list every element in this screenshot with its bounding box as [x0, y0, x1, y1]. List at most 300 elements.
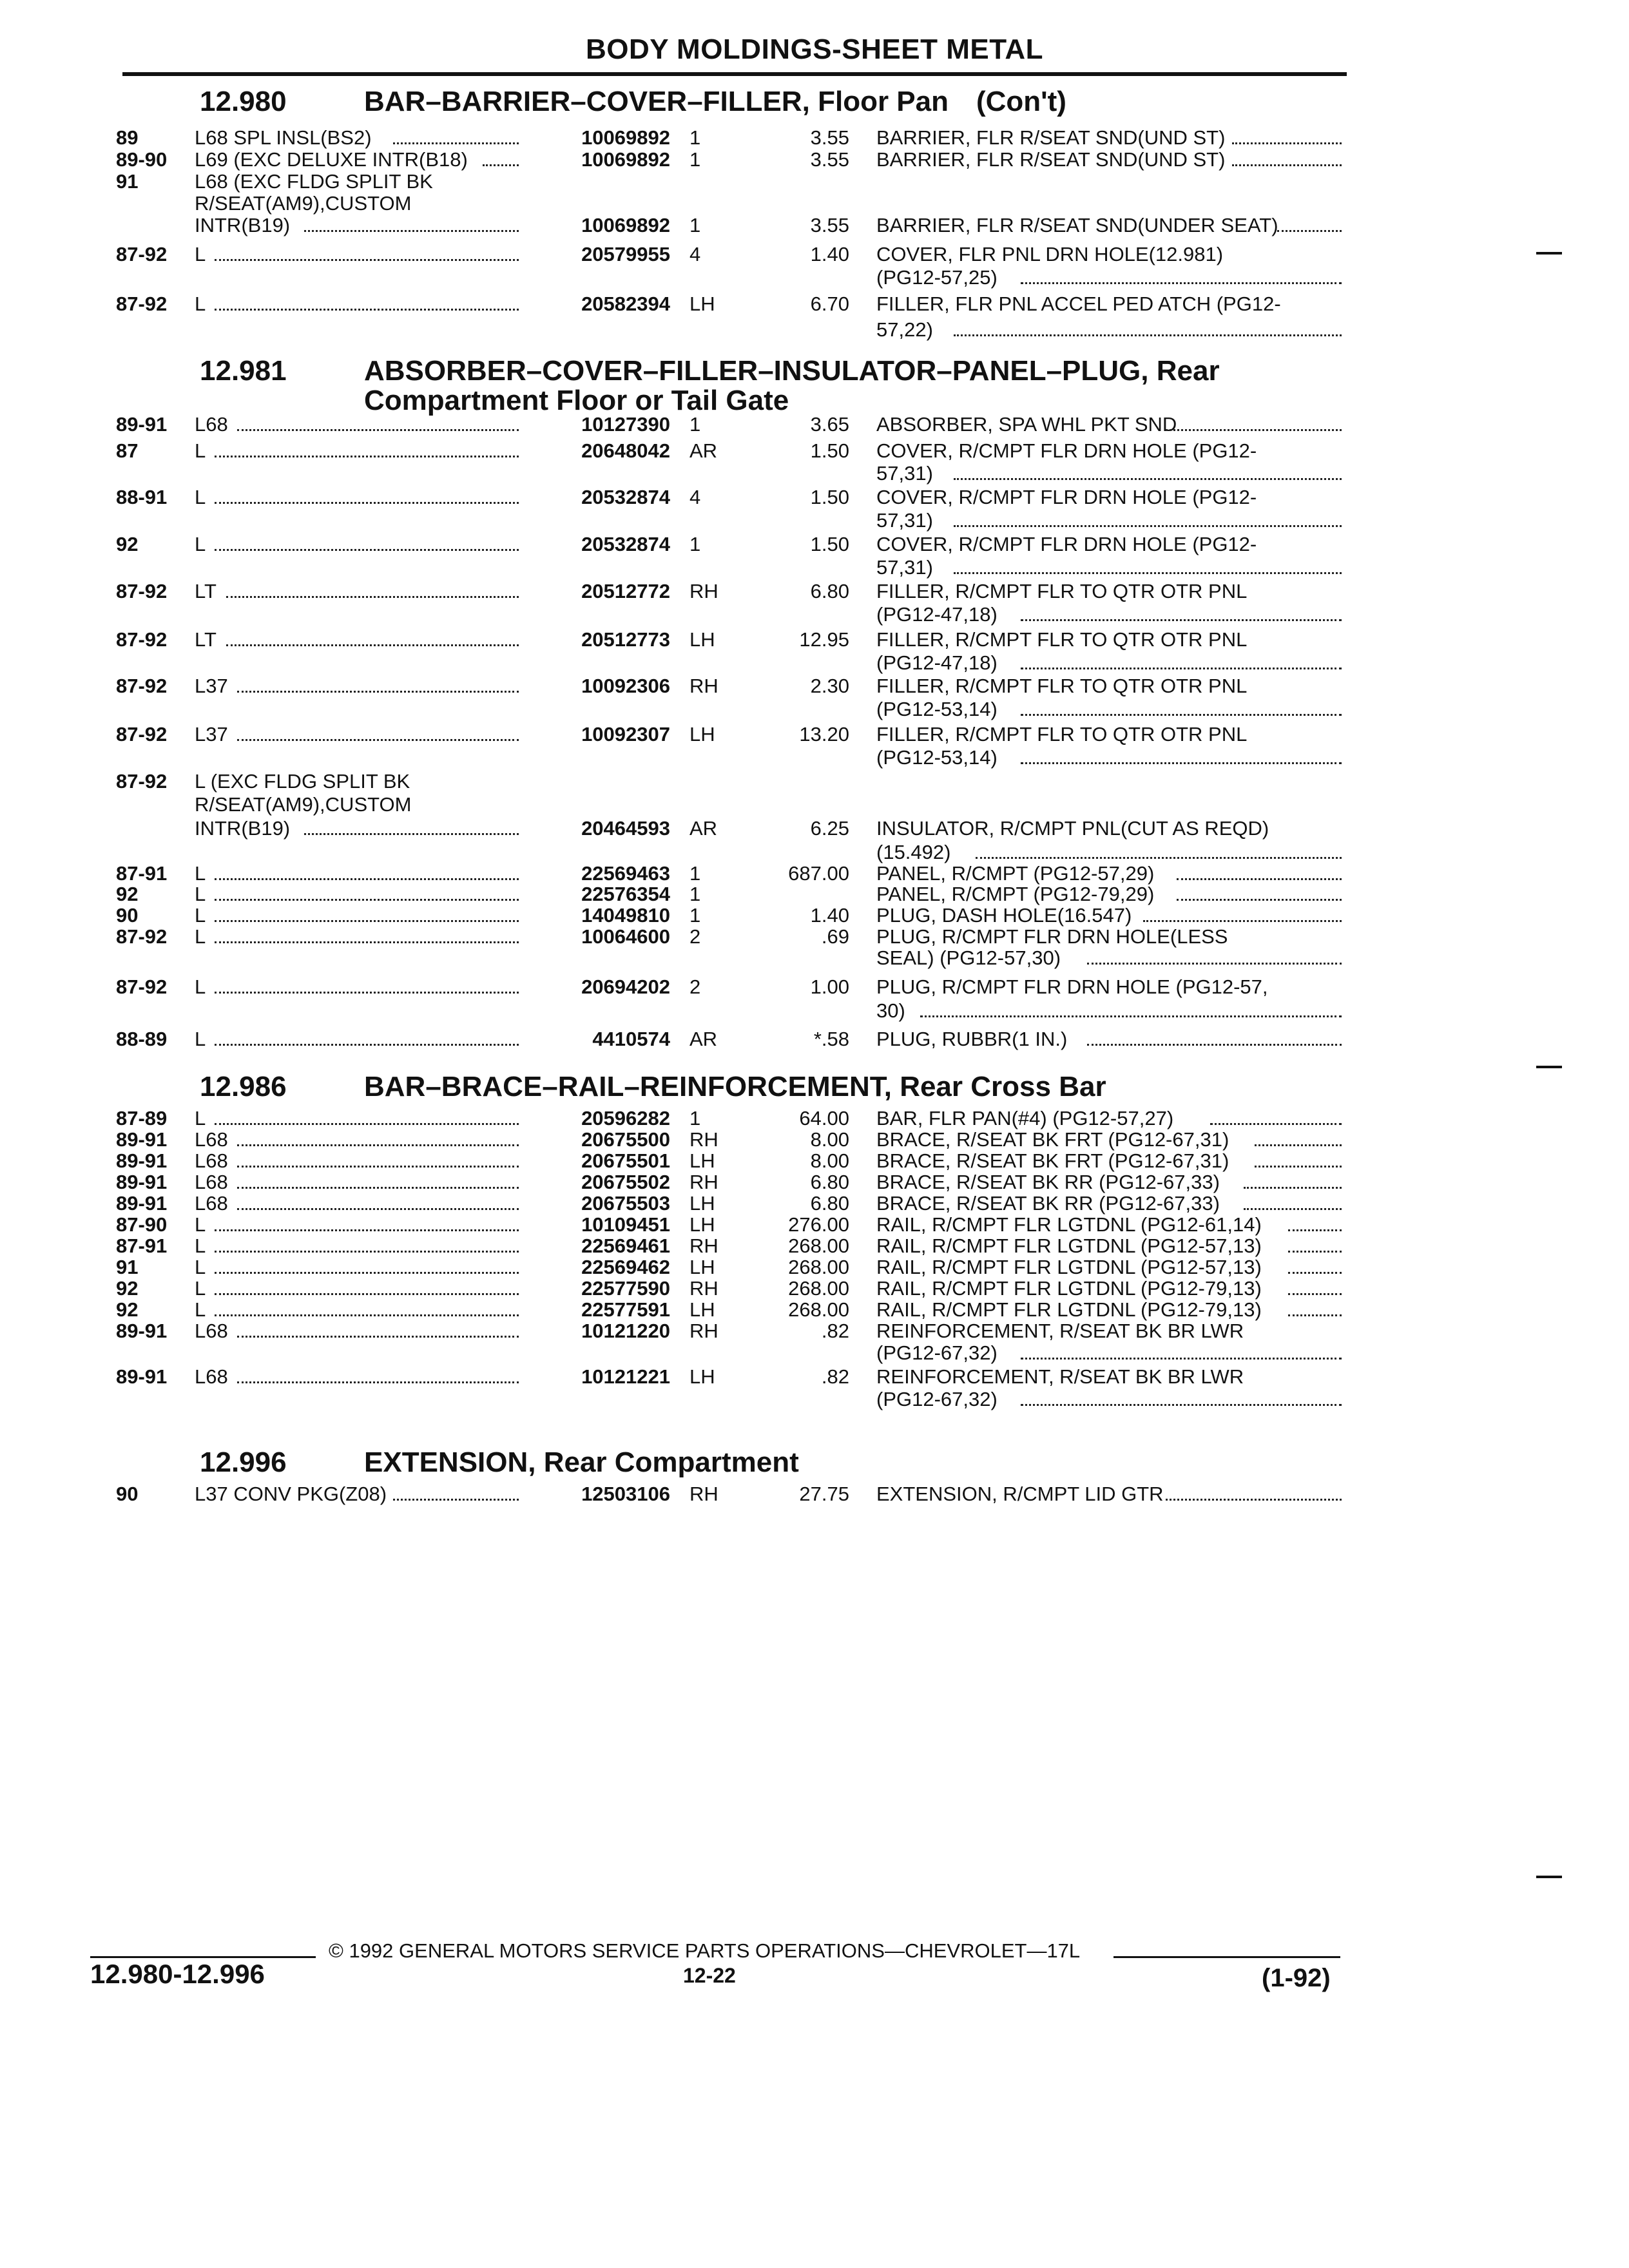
leader-dots — [304, 230, 519, 232]
price: 6.25 — [810, 817, 849, 840]
quantity: 1 — [689, 533, 701, 555]
quantity: 1 — [689, 413, 701, 436]
application: L37 CONV PKG(Z08) — [195, 1483, 387, 1505]
table-row — [0, 1366, 1629, 1388]
application: L — [195, 1213, 206, 1236]
leader-dots — [1288, 1314, 1342, 1316]
part-number: 22577591 — [581, 1298, 670, 1321]
application: L69 (EXC DELUXE INTR(B18) — [195, 148, 468, 171]
application: L — [195, 1028, 206, 1050]
price: 1.40 — [810, 243, 849, 265]
quantity: 1 — [689, 904, 701, 927]
description: PANEL, R/CMPT (PG12-79,29) — [876, 883, 1155, 905]
leader-dots — [237, 691, 519, 693]
leader-dots — [237, 1381, 519, 1383]
table-row — [0, 863, 1629, 885]
table-row — [0, 976, 1629, 998]
part-number: 10069892 — [581, 214, 670, 236]
header-rule — [122, 72, 1347, 76]
footer-section-range: 12.980-12.996 — [90, 1959, 265, 1989]
leader-dots — [215, 259, 519, 261]
description: (PG12-53,14) — [876, 698, 998, 720]
leader-dots — [1288, 1293, 1342, 1295]
model-years: 87-92 — [116, 580, 168, 602]
part-number: 20532874 — [581, 533, 670, 555]
application: L68 — [195, 413, 228, 436]
price: *.58 — [813, 1028, 849, 1050]
model-years: 89-91 — [116, 1365, 168, 1388]
application: L68 — [195, 1192, 228, 1215]
description: COVER, R/CMPT FLR DRN HOLE (PG12- — [876, 486, 1257, 508]
part-number: 20596282 — [581, 1107, 670, 1129]
table-row — [0, 463, 1629, 485]
model-years: 92 — [116, 1277, 139, 1300]
leader-dots — [215, 1229, 519, 1231]
table-row — [0, 1171, 1629, 1193]
section-title: BAR–BRACE–RAIL–REINFORCEMENT, Rear Cross Bar — [364, 1071, 1106, 1102]
table-row — [0, 629, 1629, 651]
part-number: 20675503 — [581, 1192, 670, 1215]
leader-dots — [1244, 1208, 1342, 1210]
application: LT — [195, 580, 217, 602]
leader-dots — [237, 1187, 519, 1189]
description: PLUG, DASH HOLE(16.547) — [876, 904, 1132, 927]
price: .69 — [821, 925, 849, 948]
margin-tick — [1536, 252, 1562, 255]
quantity: 2 — [689, 975, 701, 998]
section-number: 12.980 — [200, 86, 287, 117]
leader-dots — [215, 502, 519, 504]
footer-rule-right — [1113, 1956, 1340, 1958]
leader-dots — [1177, 878, 1342, 880]
part-number: 10069892 — [581, 126, 670, 149]
leader-dots — [1166, 429, 1342, 431]
part-number: 14049810 — [581, 904, 670, 927]
description: (PG12-47,18) — [876, 603, 998, 626]
description: (PG12-57,25) — [876, 266, 998, 289]
model-years: 88-89 — [116, 1028, 168, 1050]
description: ABSORBER, SPA WHL PKT SND — [876, 413, 1177, 436]
table-row — [0, 215, 1629, 236]
quantity: 1 — [689, 862, 701, 885]
part-number: 22576354 — [581, 883, 670, 905]
price: 6.80 — [810, 1171, 849, 1193]
part-number: 20675500 — [581, 1128, 670, 1151]
application: L — [195, 1256, 206, 1278]
part-number: 10064600 — [581, 925, 670, 948]
model-years: 87-92 — [116, 975, 168, 998]
part-number: 20464593 — [581, 817, 670, 840]
leader-dots — [215, 899, 519, 901]
table-row — [0, 905, 1629, 927]
section-number: 12.986 — [200, 1071, 287, 1102]
part-number: 10109451 — [581, 1213, 670, 1236]
description: 30) — [876, 999, 905, 1022]
application: L68 — [195, 1128, 228, 1151]
description: FILLER, R/CMPT FLR TO QTR OTR PNL — [876, 675, 1248, 697]
table-row — [0, 1150, 1629, 1172]
leader-dots — [1177, 899, 1342, 901]
description: COVER, R/CMPT FLR DRN HOLE (PG12- — [876, 533, 1257, 555]
description: BRACE, R/SEAT BK RR (PG12-67,33) — [876, 1192, 1220, 1215]
part-number: 22569461 — [581, 1235, 670, 1257]
leader-dots — [1244, 1187, 1342, 1189]
model-years: 87-92 — [116, 675, 168, 697]
model-years: 87-92 — [116, 723, 168, 745]
model-years: 87-90 — [116, 1213, 168, 1236]
leader-dots — [393, 142, 519, 144]
model-years: 92 — [116, 533, 139, 555]
part-number: 20512772 — [581, 580, 670, 602]
leader-dots — [954, 334, 1342, 336]
description: 57,31) — [876, 462, 933, 485]
leader-dots — [226, 644, 519, 646]
leader-dots — [1021, 1358, 1342, 1360]
application: L68 — [195, 1320, 228, 1342]
application: R/SEAT(AM9),CUSTOM — [195, 192, 412, 215]
model-years: 89-90 — [116, 148, 168, 171]
table-row — [0, 1108, 1629, 1129]
leader-dots — [215, 456, 519, 457]
model-years: 87-92 — [116, 628, 168, 651]
part-number: 20675502 — [581, 1171, 670, 1193]
margin-tick — [1536, 1876, 1562, 1878]
table-row — [0, 293, 1629, 315]
description: BRACE, R/SEAT BK RR (PG12-67,33) — [876, 1171, 1220, 1193]
leader-dots — [226, 596, 519, 598]
description: PLUG, R/CMPT FLR DRN HOLE(LESS — [876, 925, 1228, 948]
table-row — [0, 1320, 1629, 1342]
quantity: LH — [689, 628, 715, 651]
leader-dots — [237, 1208, 519, 1210]
leader-dots — [215, 549, 519, 551]
leader-dots — [237, 1144, 519, 1146]
table-row — [0, 581, 1629, 602]
leader-dots — [1021, 762, 1342, 764]
description: COVER, R/CMPT FLR DRN HOLE (PG12- — [876, 439, 1257, 462]
quantity: RH — [689, 1320, 718, 1342]
description: 57,31) — [876, 556, 933, 579]
application: L — [195, 883, 206, 905]
table-row — [0, 1235, 1629, 1257]
part-number: 12503106 — [581, 1483, 670, 1505]
footer-page-number: 12-22 — [683, 1964, 736, 1987]
model-years: 87-91 — [116, 1235, 168, 1257]
table-row — [0, 1256, 1629, 1278]
leader-dots — [237, 429, 519, 431]
part-number: 10092307 — [581, 723, 670, 745]
description: REINFORCEMENT, R/SEAT BK BR LWR — [876, 1320, 1244, 1342]
application: R/SEAT(AM9),CUSTOM — [195, 793, 412, 816]
table-row — [0, 1129, 1629, 1151]
part-number: 22577590 — [581, 1277, 670, 1300]
part-number: 20675501 — [581, 1149, 670, 1172]
description: (PG12-67,32) — [876, 1341, 998, 1364]
leader-dots — [1087, 963, 1342, 965]
price: 1.50 — [810, 533, 849, 555]
model-years: 87-92 — [116, 243, 168, 265]
part-number: 10121220 — [581, 1320, 670, 1342]
table-row — [0, 1214, 1629, 1236]
model-years: 89-91 — [116, 1149, 168, 1172]
model-years: 91 — [116, 1256, 139, 1278]
model-years: 90 — [116, 1483, 139, 1505]
description: PLUG, R/CMPT FLR DRN HOLE (PG12-57, — [876, 975, 1268, 998]
margin-tick — [1536, 1066, 1562, 1068]
table-row — [0, 652, 1629, 674]
description: EXTENSION, R/CMPT LID GTR — [876, 1483, 1164, 1505]
quantity: RH — [689, 675, 718, 697]
table-row — [0, 724, 1629, 745]
description: RAIL, R/CMPT FLR LGTDNL (PG12-57,13) — [876, 1235, 1262, 1257]
description: SEAL) (PG12-57,30) — [876, 947, 1061, 969]
table-row — [0, 267, 1629, 289]
table-row — [0, 557, 1629, 579]
quantity: LH — [689, 723, 715, 745]
table-row — [0, 947, 1629, 969]
model-years: 92 — [116, 1298, 139, 1321]
leader-dots — [215, 878, 519, 880]
leader-dots — [237, 1336, 519, 1338]
application: L37 — [195, 675, 228, 697]
price: .82 — [821, 1320, 849, 1342]
quantity: RH — [689, 1128, 718, 1151]
leader-dots — [1143, 920, 1342, 922]
model-years: 89 — [116, 126, 139, 149]
table-row — [0, 486, 1629, 508]
part-number: 4410574 — [592, 1028, 670, 1050]
model-years: 89-91 — [116, 1320, 168, 1342]
application: L — [195, 862, 206, 885]
price: 6.70 — [810, 293, 849, 315]
application: L68 — [195, 1149, 228, 1172]
table-row — [0, 1278, 1629, 1300]
application: INTR(B19) — [195, 817, 291, 840]
leader-dots — [215, 920, 519, 922]
price: 268.00 — [788, 1256, 849, 1278]
leader-dots — [1021, 668, 1342, 669]
quantity: 4 — [689, 486, 701, 508]
section-number: 12.981 — [200, 355, 287, 387]
price: 1.00 — [810, 975, 849, 998]
table-row — [0, 1299, 1629, 1321]
model-years: 87 — [116, 439, 139, 462]
quantity: LH — [689, 1256, 715, 1278]
price: 1.40 — [810, 904, 849, 927]
leader-dots — [237, 1166, 519, 1168]
table-row — [0, 149, 1629, 171]
description: PANEL, R/CMPT (PG12-57,29) — [876, 862, 1155, 885]
leader-dots — [1232, 164, 1342, 166]
part-number: 10092306 — [581, 675, 670, 697]
price: 268.00 — [788, 1235, 849, 1257]
description: REINFORCEMENT, R/SEAT BK BR LWR — [876, 1365, 1244, 1388]
application: L — [195, 1277, 206, 1300]
application: L — [195, 1298, 206, 1321]
quantity: RH — [689, 1171, 718, 1193]
price: 12.95 — [799, 628, 849, 651]
application: L — [195, 243, 206, 265]
quantity: LH — [689, 293, 715, 315]
footer-rule-left — [90, 1956, 316, 1958]
description: (PG12-67,32) — [876, 1388, 998, 1410]
part-number: 10069892 — [581, 148, 670, 171]
leader-dots — [215, 1251, 519, 1253]
table-row — [0, 414, 1629, 436]
leader-dots — [215, 1123, 519, 1125]
description: BRACE, R/SEAT BK FRT (PG12-67,31) — [876, 1128, 1229, 1151]
leader-dots — [215, 941, 519, 943]
quantity: 1 — [689, 126, 701, 149]
section-heading — [200, 355, 1334, 419]
description: BARRIER, FLR R/SEAT SND(UNDER SEAT) — [876, 214, 1278, 236]
model-years: 89-91 — [116, 413, 168, 436]
description: (PG12-47,18) — [876, 651, 998, 674]
description: (PG12-53,14) — [876, 746, 998, 769]
table-row — [0, 818, 1629, 840]
leader-dots — [920, 1015, 1342, 1017]
leader-dots — [1232, 142, 1342, 144]
section-title: ABSORBER–COVER–FILLER–INSULATOR–PANEL–PLUG, Rear — [364, 355, 1220, 387]
model-years: 88-91 — [116, 486, 168, 508]
table-row — [0, 171, 1629, 193]
description: RAIL, R/CMPT FLR LGTDNL (PG12-79,13) — [876, 1298, 1262, 1321]
table-row — [0, 127, 1629, 149]
leader-dots — [215, 1293, 519, 1295]
quantity: RH — [689, 1277, 718, 1300]
description: FILLER, R/CMPT FLR TO QTR OTR PNL — [876, 628, 1248, 651]
leader-dots — [1288, 1272, 1342, 1274]
description: 57,31) — [876, 509, 933, 532]
table-row — [0, 1389, 1629, 1410]
application: L — [195, 533, 206, 555]
leader-dots — [1277, 230, 1342, 232]
price: 268.00 — [788, 1277, 849, 1300]
leader-dots — [1255, 1166, 1342, 1168]
application: L37 — [195, 723, 228, 745]
leader-dots — [237, 739, 519, 741]
description: BARRIER, FLR R/SEAT SND(UND ST) — [876, 148, 1226, 171]
table-row — [0, 698, 1629, 720]
leader-dots — [954, 525, 1342, 527]
price: 13.20 — [799, 723, 849, 745]
price: .82 — [821, 1365, 849, 1388]
table-row — [0, 1193, 1629, 1215]
quantity: 1 — [689, 1107, 701, 1129]
price: 27.75 — [799, 1483, 849, 1505]
description: BARRIER, FLR R/SEAT SND(UND ST) — [876, 126, 1226, 149]
price: 268.00 — [788, 1298, 849, 1321]
table-row — [0, 319, 1629, 341]
table-row — [0, 1342, 1629, 1364]
description: BAR, FLR PAN(#4) (PG12-57,27) — [876, 1107, 1174, 1129]
price: 8.00 — [810, 1149, 849, 1172]
table-row — [0, 841, 1629, 863]
part-number: 20532874 — [581, 486, 670, 508]
application: L — [195, 439, 206, 462]
leader-dots — [976, 857, 1342, 859]
price: 6.80 — [810, 1192, 849, 1215]
description: INSULATOR, R/CMPT PNL(CUT AS REQD) — [876, 817, 1269, 840]
part-number: 10121221 — [581, 1365, 670, 1388]
price: 64.00 — [799, 1107, 849, 1129]
description: FILLER, FLR PNL ACCEL PED ATCH (PG12- — [876, 293, 1281, 315]
model-years: 89-91 — [116, 1128, 168, 1151]
description: FILLER, R/CMPT FLR TO QTR OTR PNL — [876, 580, 1248, 602]
application: L68 — [195, 1365, 228, 1388]
application: L — [195, 925, 206, 948]
application: L — [195, 486, 206, 508]
application: INTR(B19) — [195, 214, 291, 236]
table-row — [0, 771, 1629, 793]
application: L — [195, 293, 206, 315]
table-row — [0, 193, 1629, 215]
model-years: 87-92 — [116, 770, 168, 793]
table-row — [0, 510, 1629, 532]
section-continued: (Con't) — [976, 86, 1066, 117]
description: RAIL, R/CMPT FLR LGTDNL (PG12-79,13) — [876, 1277, 1262, 1300]
application: L — [195, 904, 206, 927]
section-subtitle: Compartment Floor or Tail Gate — [364, 385, 789, 416]
application: L (EXC FLDG SPLIT BK — [195, 770, 410, 793]
application: L68 (EXC FLDG SPLIT BK — [195, 170, 433, 193]
description: RAIL, R/CMPT FLR LGTDNL (PG12-57,13) — [876, 1256, 1262, 1278]
model-years: 89-91 — [116, 1192, 168, 1215]
price: 3.65 — [810, 413, 849, 436]
model-years: 87-89 — [116, 1107, 168, 1129]
leader-dots — [215, 992, 519, 994]
table-row — [0, 604, 1629, 626]
quantity: 1 — [689, 214, 701, 236]
leader-dots — [1021, 282, 1342, 284]
model-years: 92 — [116, 883, 139, 905]
leader-dots — [483, 164, 519, 166]
price: 8.00 — [810, 1128, 849, 1151]
price: 276.00 — [788, 1213, 849, 1236]
part-number: 22569462 — [581, 1256, 670, 1278]
leader-dots — [1021, 1404, 1342, 1406]
leader-dots — [954, 572, 1342, 574]
quantity: LH — [689, 1192, 715, 1215]
description: (15.492) — [876, 841, 951, 863]
model-years: 91 — [116, 170, 139, 193]
page-title: BODY MOLDINGS-SHEET METAL — [586, 34, 1043, 65]
quantity: RH — [689, 580, 718, 602]
description: PLUG, RUBBR(1 IN.) — [876, 1028, 1068, 1050]
description: BRACE, R/SEAT BK FRT (PG12-67,31) — [876, 1149, 1229, 1172]
footer-copyright: © 1992 GENERAL MOTORS SERVICE PARTS OPERATIONS—CHEVROLET—17L — [329, 1939, 1081, 1962]
leader-dots — [215, 1314, 519, 1316]
part-number: 20579955 — [581, 243, 670, 265]
table-row — [0, 244, 1629, 265]
leader-dots — [215, 1272, 519, 1274]
quantity: 1 — [689, 883, 701, 905]
model-years: 89-91 — [116, 1171, 168, 1193]
model-years: 87-91 — [116, 862, 168, 885]
description: RAIL, R/CMPT FLR LGTDNL (PG12-61,14) — [876, 1213, 1262, 1236]
leader-dots — [1255, 1144, 1342, 1146]
description: 57,22) — [876, 318, 933, 341]
quantity: RH — [689, 1483, 718, 1505]
model-years: 90 — [116, 904, 139, 927]
quantity: LH — [689, 1365, 715, 1388]
application: L68 — [195, 1171, 228, 1193]
quantity: 1 — [689, 148, 701, 171]
part-number: 20694202 — [581, 975, 670, 998]
price: 3.55 — [810, 126, 849, 149]
table-row — [0, 883, 1629, 905]
application: L68 SPL INSL(BS2) — [195, 126, 372, 149]
